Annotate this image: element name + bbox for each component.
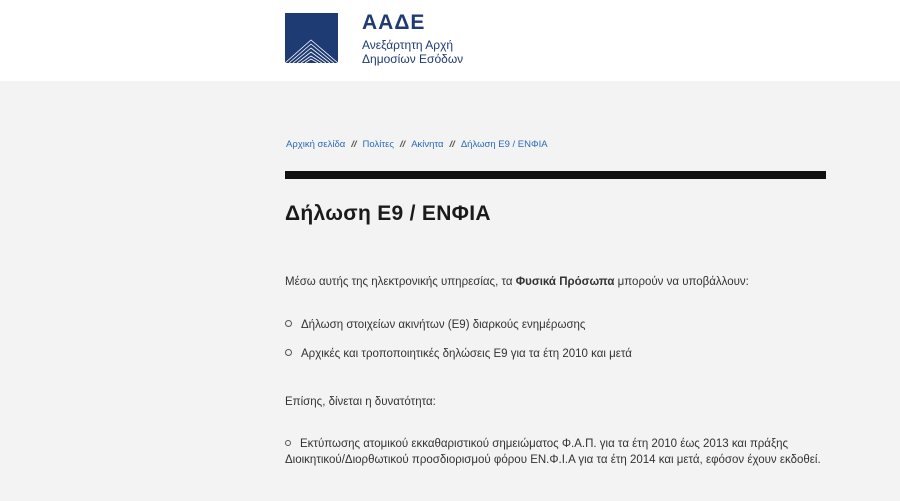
breadcrumb-separator: // (449, 139, 455, 150)
breadcrumb-current-page[interactable]: Δήλωση Ε9 / ΕΝΦΙΑ (460, 139, 548, 150)
aade-logo-icon[interactable] (285, 13, 338, 63)
logo-abbreviation[interactable]: ΑΑΔΕ (362, 11, 426, 34)
intro-text-before: Μέσω αυτής της ηλεκτρονικής υπηρεσίας, τα (285, 276, 516, 288)
breadcrumb-separator: // (399, 139, 406, 150)
logo-subtitle-line2: Δημοσίων Εσόδων (362, 52, 464, 66)
intro-text-after: μπορούν να υποβάλλουν: (614, 276, 749, 288)
bullet-icon (285, 320, 292, 327)
list-item (285, 436, 830, 468)
page-title: Δήλωση Ε9 / ΕΝΦΙΑ (285, 202, 491, 225)
list-item (285, 348, 632, 360)
list-item-text: Δήλωση στοιχείων ακινήτων (Ε9) διαρκούς ενημέρωσης (301, 319, 586, 331)
site-header (0, 0, 900, 81)
breadcrumb-real-estate-link[interactable]: Ακίνητα (411, 139, 444, 150)
breadcrumb-home-link[interactable]: Αρχική σελίδα (286, 139, 346, 150)
logo-subtitle-line1: Ανεξάρτητη Αρχή (362, 38, 454, 52)
list-item (285, 319, 585, 331)
title-divider (285, 171, 826, 179)
bullet-icon (285, 440, 291, 446)
breadcrumb-citizens-link[interactable]: Πολίτες (362, 139, 394, 150)
bullet-icon (285, 349, 292, 356)
list-item-text: Αρχικές και τροποποιητικές δηλώσεις Ε9 για τα έτη 2010 και μετά (301, 348, 632, 360)
breadcrumb (286, 139, 548, 150)
list-item-text: Εκτύπωσης ατομικού εκκαθαριστικού σημειώματος Φ.Α.Π. για τα έτη 2010 έως 2013 και πράξης Διοικητικού/Διορθωτικού προσδιορισμού φόρου ΕΝ.Φ.Ι.Α για τα έτη 2014 και μετά, εφόσον έχουν εκδοθεί. (285, 438, 821, 466)
also-paragraph: Επίσης, δίνεται η δυνατότητα: (285, 396, 436, 408)
intro-paragraph (285, 276, 749, 288)
breadcrumb-separator: // (351, 139, 357, 150)
intro-bold-text: Φυσικά Πρόσωπα (515, 276, 615, 288)
